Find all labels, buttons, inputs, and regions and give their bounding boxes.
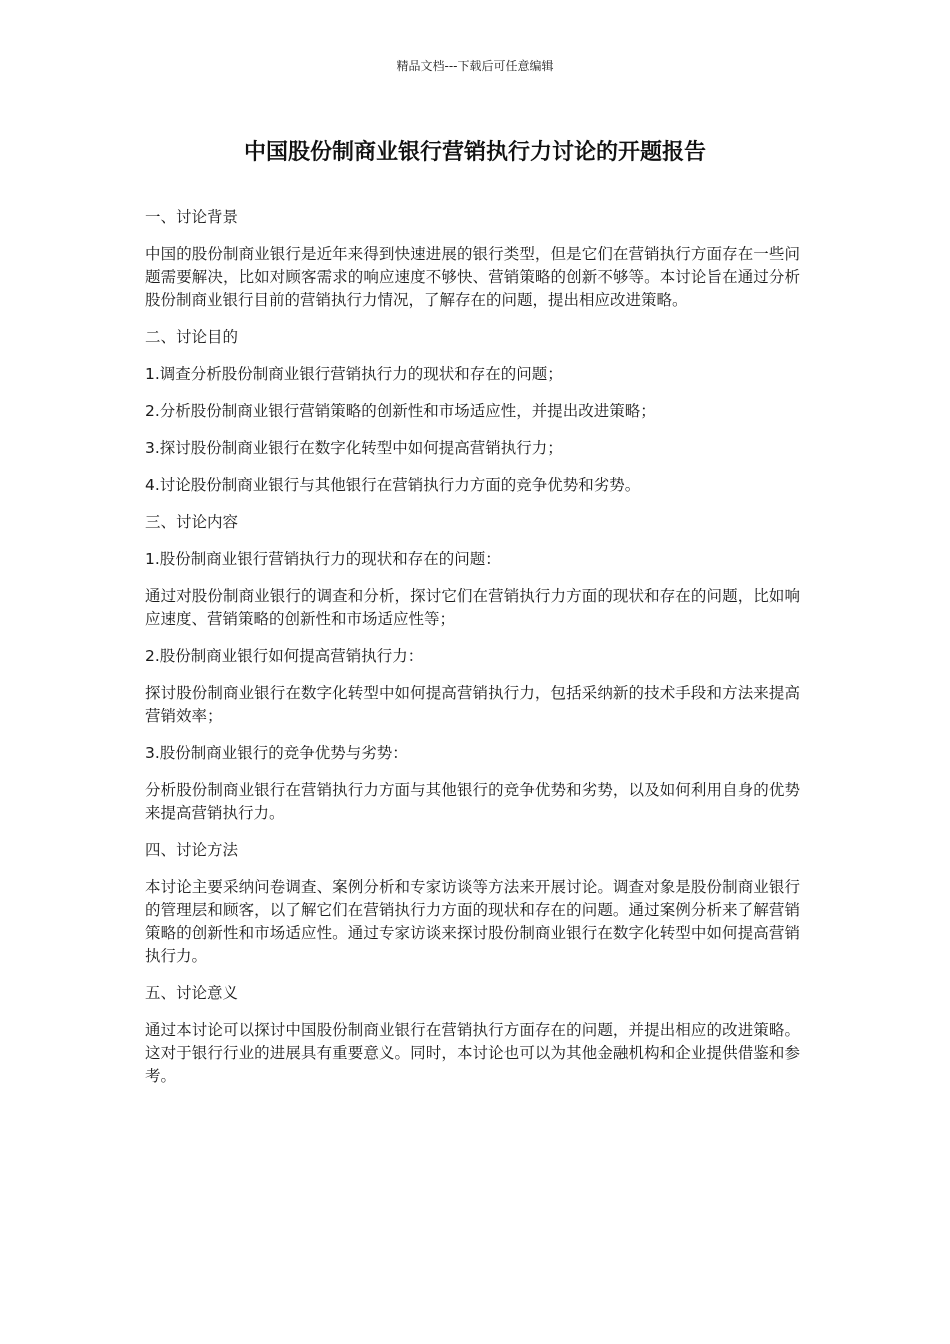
section-heading-purpose: 二、讨论目的 (145, 328, 239, 346)
page-header: 精品文档---下载后可任意编辑 (396, 59, 554, 73)
section-heading-content: 三、讨论内容 (145, 513, 239, 531)
content-paragraph-2: 探讨股份制商业银行在数字化转型中如何提高营销执行力，包括采纳新的技术手段和方法来提高营销效率； (145, 684, 800, 725)
purpose-item-1: 1.调查分析股份制商业银行营销执行力的现状和存在的问题； (145, 365, 563, 383)
purpose-item-2: 2.分析股份制商业银行营销策略的创新性和市场适应性，并提出改进策略； (145, 402, 656, 420)
content-paragraph-1: 通过对股份制商业银行的调查和分析，探讨它们在营销执行力方面的现状和存在的问题，比如响应速度、营销策略的创新性和市场适应性等； (145, 587, 800, 628)
section-heading-method: 四、讨论方法 (145, 841, 239, 859)
document-title: 中国股份制商业银行营销执行力讨论的开题报告 (243, 140, 706, 165)
content-paragraph-3: 分析股份制商业银行在营销执行力方面与其他银行的竞争优势和劣势，以及如何利用自身的优势来提高营销执行力。 (145, 781, 800, 822)
purpose-item-4: 4.讨论股份制商业银行与其他银行在营销执行力方面的竞争优势和劣势。 (145, 476, 641, 494)
content-subheading-1: 1.股份制商业银行营销执行力的现状和存在的问题： (145, 550, 501, 568)
section-heading-significance: 五、讨论意义 (145, 984, 239, 1002)
purpose-item-3: 3.探讨股份制商业银行在数字化转型中如何提高营销执行力； (145, 439, 563, 457)
paragraph-method: 本讨论主要采纳问卷调查、案例分析和专家访谈等方法来开展讨论。调查对象是股份制商业银行的管理层和顾客，以了解它们在营销执行力方面的现状和存在的问题。通过案例分析来了解营销策略的创新性和市场适应性。通过专家访谈来探讨股份制商业银行在数字化转型中如何提高营销执行力。 (145, 878, 800, 965)
paragraph-background: 中国的股份制商业银行是近年来得到快速进展的银行类型，但是它们在营销执行方面存在一些问题需要解决，比如对顾客需求的响应速度不够快、营销策略的创新不够等。本讨论旨在通过分析股份制商业银行目前的营销执行力情况，了解存在的问题，提出相应改进策略。 (145, 245, 800, 309)
paragraph-significance: 通过本讨论可以探讨中国股份制商业银行在营销执行方面存在的问题，并提出相应的改进策略。这对于银行行业的进展具有重要意义。同时，本讨论也可以为其他金融机构和企业提供借鉴和参考。 (145, 1021, 800, 1085)
section-heading-background: 一、讨论背景 (145, 208, 239, 226)
document-body (145, 206, 800, 1102)
content-subheading-3: 3.股份制商业银行的竞争优势与劣势： (145, 744, 408, 762)
content-subheading-2: 2.股份制商业银行如何提高营销执行力： (145, 647, 424, 665)
